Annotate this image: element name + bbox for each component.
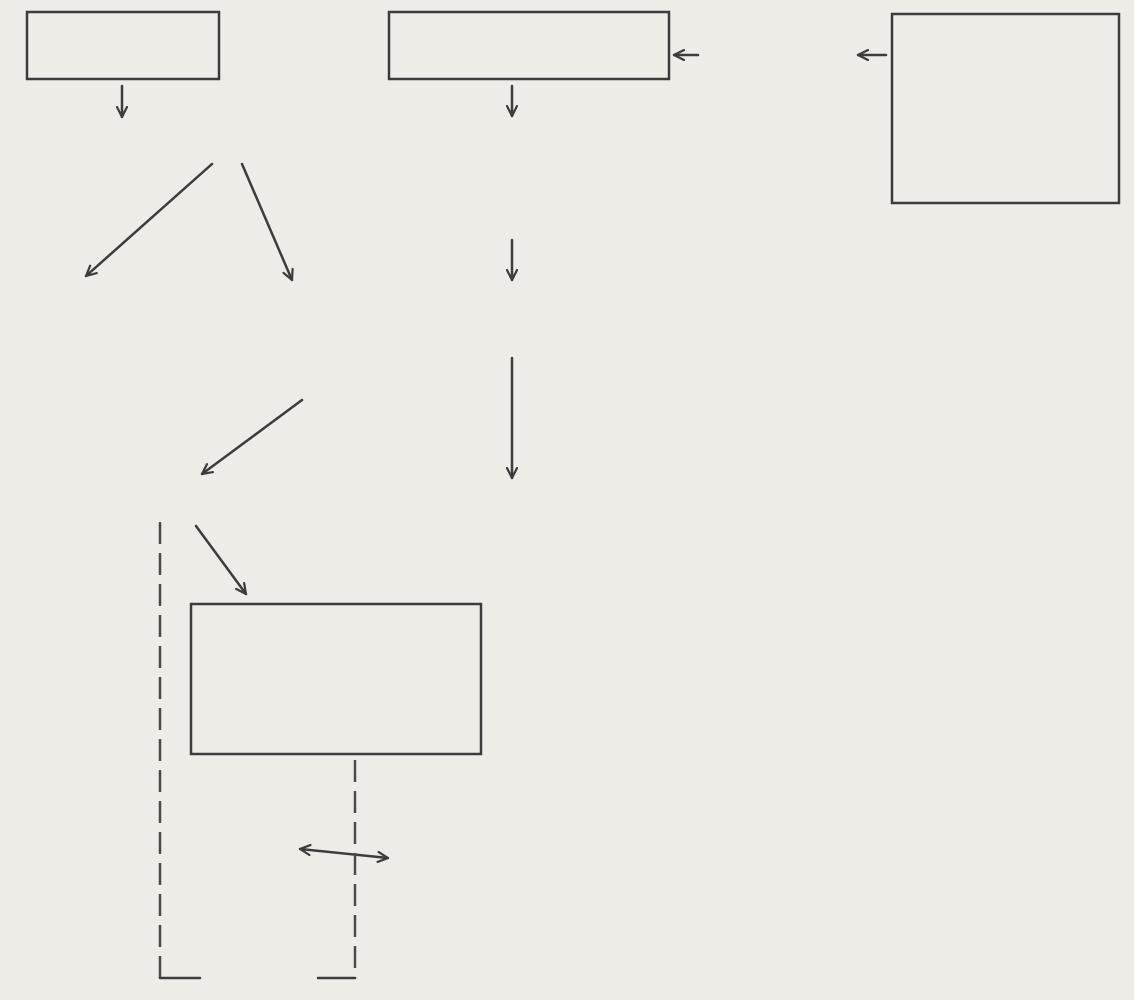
arrow-problem-to-unauffaelligkeit	[86, 164, 212, 276]
arrow-problem-to-auffaelligkeit	[242, 164, 292, 280]
qualifikationserwartungen-box	[892, 14, 1119, 203]
treatment-systeme-box	[191, 604, 481, 754]
verteilungs-instanz-box	[389, 12, 669, 79]
arrow-auffaelligkeit-to-klient	[202, 400, 302, 474]
double-arrow-klient-sozialarbeiter	[300, 849, 388, 858]
lebenswelt-box	[27, 12, 219, 79]
arrow-klient-to-treatment	[196, 526, 246, 594]
